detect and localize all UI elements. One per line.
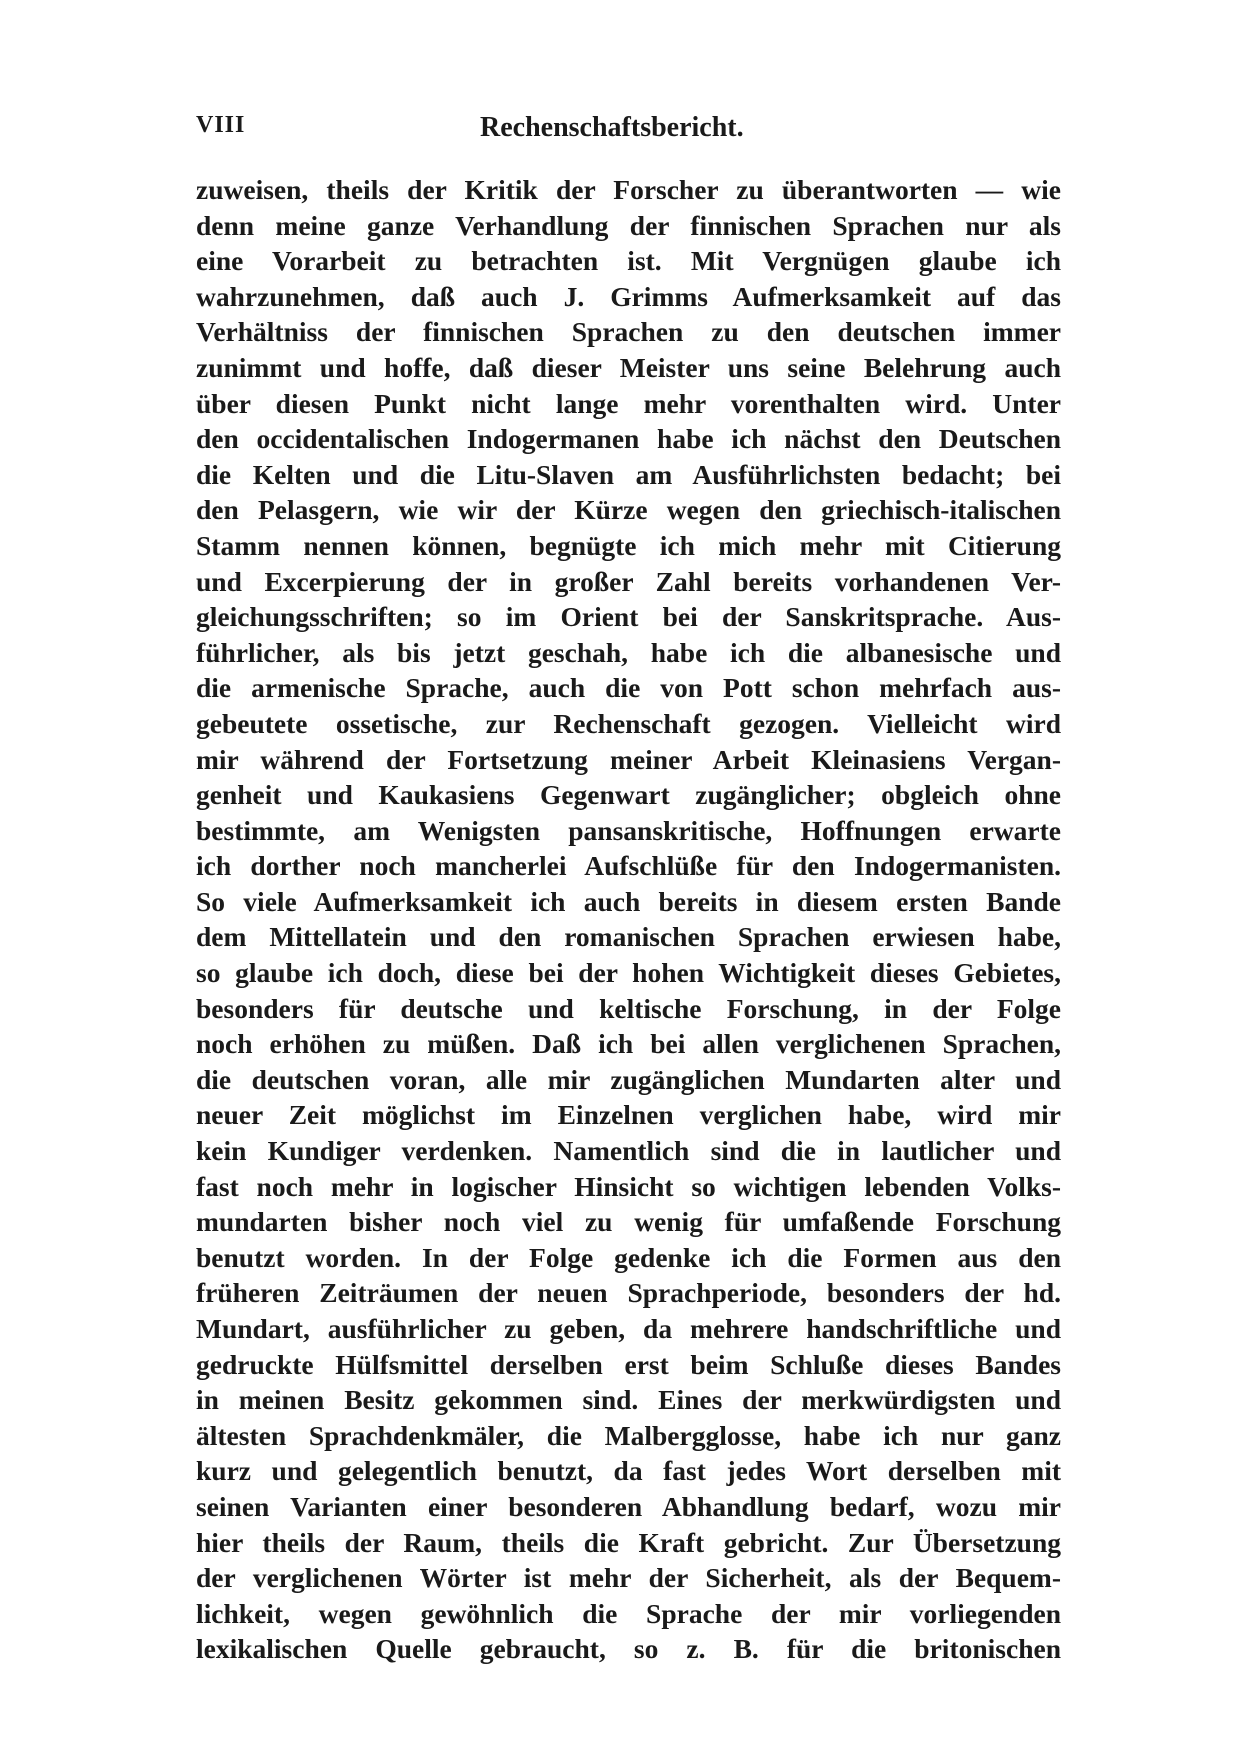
text-line: kurz und gelegentlich benutzt, da fast jedes Wort derselben mit [196,1455,1061,1487]
text-line: hier theils der Raum, theils die Kraft gebricht. Zur Übersetzung [196,1526,1061,1558]
running-title: Rechenschaftsbericht. [480,112,744,143]
text-line: gedruckte Hülfsmittel derselben erst beim Schluße dieses Bandes [196,1348,1061,1380]
text-line: noch erhöhen zu müßen. Daß ich bei allen verglichenen Sprachen, [196,1028,1061,1060]
text-line: den Pelasgern, wie wir der Kürze wegen den griechisch-italischen [196,494,1061,526]
text-line: über diesen Punkt nicht lange mehr vorenthalten wird. Unter [196,387,1061,419]
text-line: fast noch mehr in logischer Hinsicht so wichtigen lebenden Volks- [196,1170,1061,1202]
page-number: VIII [196,112,246,138]
text-line: Verhältniss der finnischen Sprachen zu den deutschen immer [196,316,1061,348]
text-line: mir während der Fortsetzung meiner Arbeit Kleinasiens Vergan- [196,743,1061,775]
text-line: den occidentalischen Indogermanen habe ich nächst den Deutschen [196,423,1061,455]
text-line: bestimmte, am Wenigsten pansanskritische, Hoffnungen erwarte [196,814,1061,846]
text-line: denn meine ganze Verhandlung der finnischen Sprachen nur als [196,209,1061,241]
text-line: lichkeit, wegen gewöhnlich die Sprache der mir vorliegenden [196,1597,1061,1629]
text-line: eine Vorarbeit zu betrachten ist. Mit Vergnügen glaube ich [196,245,1061,277]
text-line: zuweisen, theils der Kritik der Forscher zu überantworten — wie [196,174,1061,205]
text-line: so glaube ich doch, diese bei der hohen Wichtigkeit dieses Gebietes, [196,957,1061,989]
text-line: der verglichenen Wörter ist mehr der Sicherheit, als der Bequem- [196,1562,1061,1594]
text-line: und Excerpierung der in großer Zahl bereits vorhandenen Ver- [196,565,1061,597]
text-line: wahrzunehmen, daß auch J. Grimms Aufmerksamkeit auf das [196,280,1061,312]
text-line: die Kelten und die Litu-Slaven am Ausführlichsten bedacht; bei [196,458,1061,490]
text-line: Mundart, ausführlicher zu geben, da mehrere handschriftliche und [196,1313,1061,1344]
text-line: genheit und Kaukasiens Gegenwart zugänglicher; obgleich ohne [196,779,1061,811]
text-line: kein Kundiger verdenken. Namentlich sind die in lautlicher und [196,1135,1061,1167]
text-line: ich dorther noch mancherlei Aufschlüße für den Indogermanisten. [196,850,1061,882]
running-head [196,112,1061,152]
text-line: die deutschen voran, alle mir zugänglichen Mundarten alter und [196,1063,1061,1095]
text-line: führlicher, als bis jetzt geschah, habe ich die albanesische und [196,636,1061,668]
text-line: besonders für deutsche und keltische Forschung, in der Folge [196,992,1061,1024]
text-line: gleichungsschriften; so im Orient bei der Sanskritsprache. Aus- [196,601,1061,633]
text-line: lexikalischen Quelle gebraucht, so z. B. für die britonischen [196,1633,1061,1665]
text-line: dem Mittellatein und den romanischen Sprachen erwiesen habe, [196,921,1061,953]
text-line: die armenische Sprache, auch die von Pott schon mehrfach aus- [196,672,1061,704]
text-line: So viele Aufmerksamkeit ich auch bereits in diesem ersten Bande [196,885,1061,917]
text-line: zunimmt und hoffe, daß dieser Meister uns seine Belehrung auch [196,351,1061,383]
body-text [196,172,1061,1667]
text-line: in meinen Besitz gekommen sind. Eines der merkwürdigsten und [196,1384,1061,1416]
text-line: seinen Varianten einer besonderen Abhandlung bedarf, wozu mir [196,1490,1061,1522]
text-line: benutzt worden. In der Folge gedenke ich die Formen aus den [196,1241,1061,1273]
text-line: ältesten Sprachdenkmäler, die Malbergglosse, habe ich nur ganz [196,1419,1061,1451]
text-line: neuer Zeit möglichst im Einzelnen verglichen habe, wird mir [196,1099,1061,1131]
text-line: gebeutete ossetische, zur Rechenschaft gezogen. Vielleicht wird [196,707,1061,739]
text-line: früheren Zeiträumen der neuen Sprachperiode, besonders der hd. [196,1277,1061,1309]
text-line: mundarten bisher noch viel zu wenig für umfaßende Forschung [196,1206,1061,1238]
text-line: Stamm nennen können, begnügte ich mich mehr mit Citierung [196,529,1061,561]
